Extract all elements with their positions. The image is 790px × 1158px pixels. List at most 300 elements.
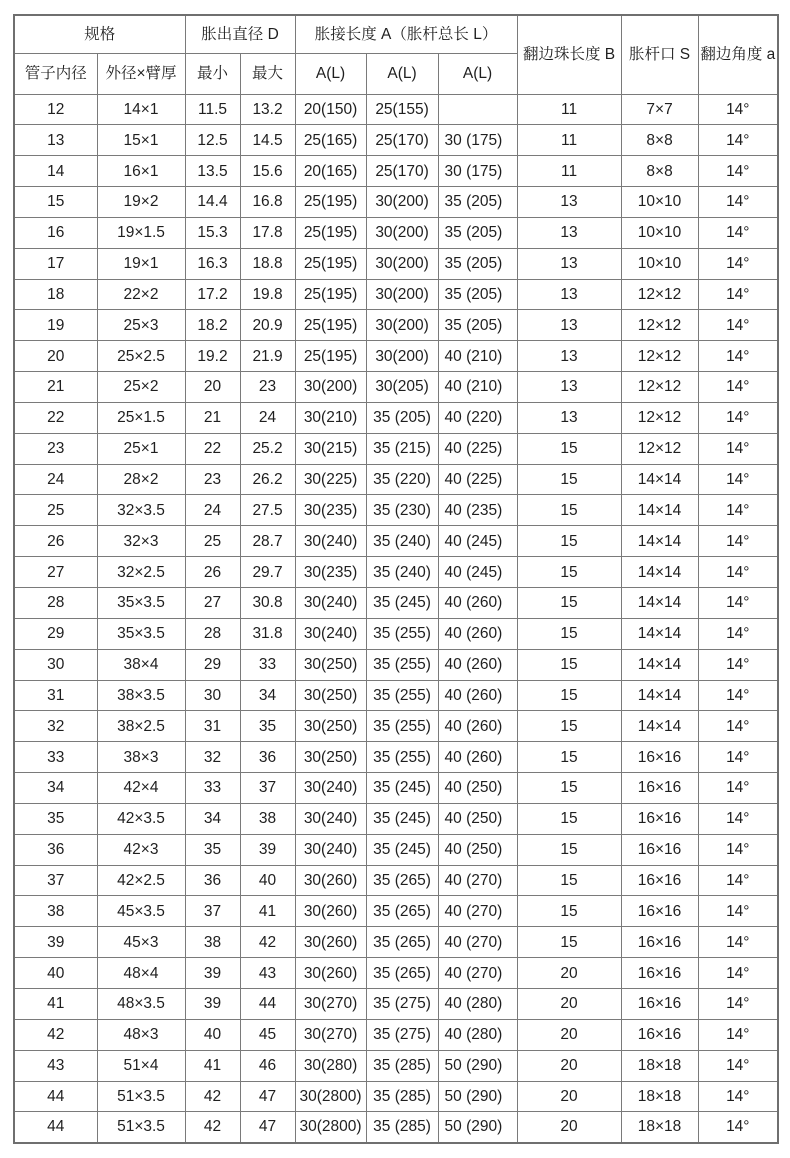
cell-a-l-2: 35 (285) bbox=[366, 1081, 438, 1112]
cell-flange-bead-length-b: 15 bbox=[517, 927, 621, 958]
cell-flange-angle-a: 14° bbox=[698, 217, 778, 248]
cell-flange-bead-length-b: 15 bbox=[517, 649, 621, 680]
cell-inner-diameter: 38 bbox=[14, 896, 97, 927]
cell-flange-bead-length-b: 15 bbox=[517, 495, 621, 526]
cell-min: 16.3 bbox=[185, 248, 240, 279]
cell-flange-bead-length-b: 15 bbox=[517, 865, 621, 896]
header-outer-x-wall: 外径×臂厚 bbox=[97, 53, 185, 94]
cell-max: 39 bbox=[240, 834, 295, 865]
cell-a-l-2: 30(205) bbox=[366, 372, 438, 403]
cell-a-l-2: 25(170) bbox=[366, 156, 438, 187]
cell-a-l-2: 35 (240) bbox=[366, 557, 438, 588]
cell-max: 25.2 bbox=[240, 433, 295, 464]
cell-a-l-1: 25(195) bbox=[295, 279, 366, 310]
cell-rod-mouth-s: 18×18 bbox=[621, 1050, 698, 1081]
header-flange-bead-length-b: 翻边珠长度 B bbox=[517, 15, 621, 94]
cell-outer-x-wall: 51×3.5 bbox=[97, 1081, 185, 1112]
cell-outer-x-wall: 35×3.5 bbox=[97, 588, 185, 619]
cell-a-l-3: 40 (250) bbox=[438, 834, 517, 865]
cell-a-l-3: 40 (260) bbox=[438, 618, 517, 649]
cell-a-l-3: 40 (260) bbox=[438, 742, 517, 773]
cell-max: 20.9 bbox=[240, 310, 295, 341]
cell-inner-diameter: 26 bbox=[14, 526, 97, 557]
cell-min: 37 bbox=[185, 896, 240, 927]
cell-a-l-1: 30(250) bbox=[295, 680, 366, 711]
cell-flange-bead-length-b: 15 bbox=[517, 557, 621, 588]
cell-rod-mouth-s: 16×16 bbox=[621, 958, 698, 989]
cell-rod-mouth-s: 8×8 bbox=[621, 156, 698, 187]
cell-max: 42 bbox=[240, 927, 295, 958]
header-max: 最大 bbox=[240, 53, 295, 94]
cell-max: 31.8 bbox=[240, 618, 295, 649]
cell-a-l-1: 30(235) bbox=[295, 495, 366, 526]
cell-flange-angle-a: 14° bbox=[698, 680, 778, 711]
cell-a-l-1: 30(240) bbox=[295, 618, 366, 649]
cell-a-l-2: 35 (245) bbox=[366, 773, 438, 804]
cell-a-l-3: 50 (290) bbox=[438, 1081, 517, 1112]
cell-flange-bead-length-b: 20 bbox=[517, 1112, 621, 1143]
cell-max: 18.8 bbox=[240, 248, 295, 279]
table-row bbox=[14, 310, 778, 341]
cell-a-l-2: 35 (230) bbox=[366, 495, 438, 526]
cell-min: 36 bbox=[185, 865, 240, 896]
cell-a-l-3: 30 (175) bbox=[438, 125, 517, 156]
cell-a-l-3: 40 (270) bbox=[438, 927, 517, 958]
cell-min: 23 bbox=[185, 464, 240, 495]
cell-inner-diameter: 28 bbox=[14, 588, 97, 619]
cell-max: 35 bbox=[240, 711, 295, 742]
cell-min: 28 bbox=[185, 618, 240, 649]
cell-min: 31 bbox=[185, 711, 240, 742]
cell-rod-mouth-s: 14×14 bbox=[621, 464, 698, 495]
cell-a-l-3: 50 (290) bbox=[438, 1112, 517, 1143]
cell-a-l-2: 35 (265) bbox=[366, 865, 438, 896]
cell-flange-angle-a: 14° bbox=[698, 711, 778, 742]
cell-flange-bead-length-b: 15 bbox=[517, 834, 621, 865]
cell-rod-mouth-s: 16×16 bbox=[621, 773, 698, 804]
cell-outer-x-wall: 38×4 bbox=[97, 649, 185, 680]
cell-rod-mouth-s: 14×14 bbox=[621, 588, 698, 619]
cell-inner-diameter: 43 bbox=[14, 1050, 97, 1081]
cell-flange-angle-a: 14° bbox=[698, 372, 778, 403]
table-row bbox=[14, 156, 778, 187]
cell-a-l-1: 30(200) bbox=[295, 372, 366, 403]
cell-a-l-1: 30(240) bbox=[295, 773, 366, 804]
cell-flange-angle-a: 14° bbox=[698, 649, 778, 680]
cell-min: 39 bbox=[185, 988, 240, 1019]
cell-rod-mouth-s: 12×12 bbox=[621, 310, 698, 341]
cell-flange-bead-length-b: 13 bbox=[517, 187, 621, 218]
cell-outer-x-wall: 45×3 bbox=[97, 927, 185, 958]
cell-outer-x-wall: 38×2.5 bbox=[97, 711, 185, 742]
cell-a-l-1: 30(250) bbox=[295, 649, 366, 680]
cell-a-l-1: 30(260) bbox=[295, 958, 366, 989]
cell-a-l-2: 25(155) bbox=[366, 94, 438, 125]
cell-inner-diameter: 37 bbox=[14, 865, 97, 896]
cell-min: 42 bbox=[185, 1081, 240, 1112]
cell-rod-mouth-s: 14×14 bbox=[621, 495, 698, 526]
cell-flange-angle-a: 14° bbox=[698, 464, 778, 495]
table-row bbox=[14, 1112, 778, 1143]
cell-a-l-3: 35 (205) bbox=[438, 279, 517, 310]
cell-a-l-3: 40 (280) bbox=[438, 988, 517, 1019]
cell-outer-x-wall: 32×3 bbox=[97, 526, 185, 557]
cell-inner-diameter: 39 bbox=[14, 927, 97, 958]
cell-inner-diameter: 20 bbox=[14, 341, 97, 372]
cell-rod-mouth-s: 10×10 bbox=[621, 248, 698, 279]
cell-flange-angle-a: 14° bbox=[698, 94, 778, 125]
cell-a-l-3: 40 (235) bbox=[438, 495, 517, 526]
table-row bbox=[14, 649, 778, 680]
cell-a-l-2: 35 (265) bbox=[366, 896, 438, 927]
cell-inner-diameter: 24 bbox=[14, 464, 97, 495]
cell-a-l-2: 30(200) bbox=[366, 310, 438, 341]
cell-flange-angle-a: 14° bbox=[698, 803, 778, 834]
cell-flange-bead-length-b: 15 bbox=[517, 433, 621, 464]
cell-a-l-2: 35 (220) bbox=[366, 464, 438, 495]
cell-outer-x-wall: 32×2.5 bbox=[97, 557, 185, 588]
cell-a-l-1: 25(195) bbox=[295, 248, 366, 279]
cell-outer-x-wall: 48×3.5 bbox=[97, 988, 185, 1019]
header-al2: A(L) bbox=[366, 53, 438, 94]
cell-flange-angle-a: 14° bbox=[698, 618, 778, 649]
cell-a-l-1: 30(240) bbox=[295, 526, 366, 557]
cell-a-l-2: 35 (205) bbox=[366, 402, 438, 433]
cell-inner-diameter: 14 bbox=[14, 156, 97, 187]
cell-max: 37 bbox=[240, 773, 295, 804]
cell-flange-bead-length-b: 15 bbox=[517, 526, 621, 557]
cell-rod-mouth-s: 12×12 bbox=[621, 372, 698, 403]
cell-inner-diameter: 44 bbox=[14, 1112, 97, 1143]
table-row bbox=[14, 217, 778, 248]
table-row bbox=[14, 248, 778, 279]
cell-rod-mouth-s: 16×16 bbox=[621, 865, 698, 896]
cell-a-l-3: 40 (250) bbox=[438, 773, 517, 804]
cell-a-l-2: 35 (245) bbox=[366, 834, 438, 865]
cell-max: 43 bbox=[240, 958, 295, 989]
header-expand-diameter-group: 胀出直径 D bbox=[185, 15, 295, 53]
cell-rod-mouth-s: 12×12 bbox=[621, 402, 698, 433]
cell-a-l-2: 35 (245) bbox=[366, 803, 438, 834]
cell-a-l-3: 40 (245) bbox=[438, 557, 517, 588]
header-spec-group: 规格 bbox=[14, 15, 185, 53]
table-row bbox=[14, 341, 778, 372]
cell-flange-angle-a: 14° bbox=[698, 156, 778, 187]
cell-a-l-1: 20(150) bbox=[295, 94, 366, 125]
cell-flange-angle-a: 14° bbox=[698, 248, 778, 279]
cell-a-l-3: 40 (280) bbox=[438, 1019, 517, 1050]
cell-flange-angle-a: 14° bbox=[698, 1050, 778, 1081]
cell-min: 32 bbox=[185, 742, 240, 773]
cell-inner-diameter: 30 bbox=[14, 649, 97, 680]
cell-max: 14.5 bbox=[240, 125, 295, 156]
table-row bbox=[14, 803, 778, 834]
cell-min: 40 bbox=[185, 1019, 240, 1050]
cell-min: 26 bbox=[185, 557, 240, 588]
cell-inner-diameter: 22 bbox=[14, 402, 97, 433]
cell-min: 38 bbox=[185, 927, 240, 958]
cell-max: 33 bbox=[240, 649, 295, 680]
cell-a-l-1: 30(215) bbox=[295, 433, 366, 464]
cell-flange-bead-length-b: 15 bbox=[517, 618, 621, 649]
cell-min: 21 bbox=[185, 402, 240, 433]
cell-max: 40 bbox=[240, 865, 295, 896]
cell-rod-mouth-s: 12×12 bbox=[621, 279, 698, 310]
cell-flange-bead-length-b: 15 bbox=[517, 742, 621, 773]
cell-a-l-3: 35 (205) bbox=[438, 310, 517, 341]
table-row bbox=[14, 526, 778, 557]
cell-inner-diameter: 27 bbox=[14, 557, 97, 588]
cell-max: 17.8 bbox=[240, 217, 295, 248]
cell-a-l-2: 35 (255) bbox=[366, 711, 438, 742]
cell-flange-angle-a: 14° bbox=[698, 896, 778, 927]
cell-a-l-1: 30(260) bbox=[295, 896, 366, 927]
cell-outer-x-wall: 42×3 bbox=[97, 834, 185, 865]
table-row bbox=[14, 773, 778, 804]
cell-flange-bead-length-b: 15 bbox=[517, 464, 621, 495]
cell-a-l-3: 40 (245) bbox=[438, 526, 517, 557]
cell-a-l-1: 30(260) bbox=[295, 865, 366, 896]
cell-flange-angle-a: 14° bbox=[698, 187, 778, 218]
cell-outer-x-wall: 25×3 bbox=[97, 310, 185, 341]
cell-max: 26.2 bbox=[240, 464, 295, 495]
cell-a-l-2: 35 (255) bbox=[366, 680, 438, 711]
header-expand-length-group: 胀接长度 A（胀杆总长 L） bbox=[295, 15, 517, 53]
cell-outer-x-wall: 25×2.5 bbox=[97, 341, 185, 372]
pipe-expansion-spec-table bbox=[13, 14, 779, 1144]
cell-a-l-3: 40 (210) bbox=[438, 341, 517, 372]
cell-a-l-3: 35 (205) bbox=[438, 217, 517, 248]
cell-max: 47 bbox=[240, 1081, 295, 1112]
cell-a-l-2: 35 (285) bbox=[366, 1112, 438, 1143]
cell-rod-mouth-s: 12×12 bbox=[621, 341, 698, 372]
cell-min: 29 bbox=[185, 649, 240, 680]
cell-flange-angle-a: 14° bbox=[698, 1081, 778, 1112]
cell-outer-x-wall: 25×1.5 bbox=[97, 402, 185, 433]
cell-a-l-1: 25(195) bbox=[295, 187, 366, 218]
cell-a-l-2: 35 (275) bbox=[366, 1019, 438, 1050]
cell-max: 36 bbox=[240, 742, 295, 773]
cell-inner-diameter: 36 bbox=[14, 834, 97, 865]
cell-inner-diameter: 15 bbox=[14, 187, 97, 218]
cell-flange-bead-length-b: 13 bbox=[517, 402, 621, 433]
table-row bbox=[14, 865, 778, 896]
cell-flange-angle-a: 14° bbox=[698, 125, 778, 156]
cell-flange-bead-length-b: 11 bbox=[517, 94, 621, 125]
cell-max: 41 bbox=[240, 896, 295, 927]
cell-outer-x-wall: 19×1 bbox=[97, 248, 185, 279]
cell-min: 30 bbox=[185, 680, 240, 711]
cell-max: 38 bbox=[240, 803, 295, 834]
cell-flange-angle-a: 14° bbox=[698, 773, 778, 804]
cell-a-l-2: 30(200) bbox=[366, 248, 438, 279]
cell-rod-mouth-s: 14×14 bbox=[621, 526, 698, 557]
cell-rod-mouth-s: 16×16 bbox=[621, 1019, 698, 1050]
cell-max: 24 bbox=[240, 402, 295, 433]
cell-outer-x-wall: 16×1 bbox=[97, 156, 185, 187]
cell-inner-diameter: 41 bbox=[14, 988, 97, 1019]
cell-rod-mouth-s: 16×16 bbox=[621, 803, 698, 834]
cell-flange-bead-length-b: 13 bbox=[517, 372, 621, 403]
table-row bbox=[14, 94, 778, 125]
cell-inner-diameter: 31 bbox=[14, 680, 97, 711]
table-header bbox=[14, 15, 778, 94]
cell-a-l-1: 30(270) bbox=[295, 1019, 366, 1050]
cell-outer-x-wall: 51×3.5 bbox=[97, 1112, 185, 1143]
cell-flange-bead-length-b: 20 bbox=[517, 1019, 621, 1050]
cell-a-l-1: 30(225) bbox=[295, 464, 366, 495]
cell-max: 45 bbox=[240, 1019, 295, 1050]
cell-a-l-1: 25(165) bbox=[295, 125, 366, 156]
table-row bbox=[14, 927, 778, 958]
header-al3: A(L) bbox=[438, 53, 517, 94]
cell-flange-angle-a: 14° bbox=[698, 834, 778, 865]
cell-outer-x-wall: 38×3.5 bbox=[97, 680, 185, 711]
cell-min: 24 bbox=[185, 495, 240, 526]
cell-a-l-3: 35 (205) bbox=[438, 248, 517, 279]
cell-inner-diameter: 34 bbox=[14, 773, 97, 804]
cell-a-l-1: 30(240) bbox=[295, 803, 366, 834]
table-row bbox=[14, 279, 778, 310]
cell-a-l-1: 30(210) bbox=[295, 402, 366, 433]
cell-inner-diameter: 23 bbox=[14, 433, 97, 464]
header-inner-diameter: 管子内径 bbox=[14, 53, 97, 94]
cell-min: 35 bbox=[185, 834, 240, 865]
cell-min: 41 bbox=[185, 1050, 240, 1081]
cell-a-l-3: 40 (260) bbox=[438, 711, 517, 742]
cell-a-l-1: 20(165) bbox=[295, 156, 366, 187]
cell-flange-angle-a: 14° bbox=[698, 557, 778, 588]
cell-flange-angle-a: 14° bbox=[698, 341, 778, 372]
cell-flange-angle-a: 14° bbox=[698, 433, 778, 464]
cell-max: 15.6 bbox=[240, 156, 295, 187]
cell-rod-mouth-s: 14×14 bbox=[621, 649, 698, 680]
cell-outer-x-wall: 32×3.5 bbox=[97, 495, 185, 526]
cell-min: 19.2 bbox=[185, 341, 240, 372]
cell-flange-angle-a: 14° bbox=[698, 988, 778, 1019]
cell-max: 21.9 bbox=[240, 341, 295, 372]
header-al1: A(L) bbox=[295, 53, 366, 94]
cell-a-l-1: 30(250) bbox=[295, 742, 366, 773]
cell-a-l-2: 30(200) bbox=[366, 279, 438, 310]
cell-min: 33 bbox=[185, 773, 240, 804]
cell-a-l-3: 30 (175) bbox=[438, 156, 517, 187]
cell-max: 27.5 bbox=[240, 495, 295, 526]
table-row bbox=[14, 834, 778, 865]
cell-inner-diameter: 12 bbox=[14, 94, 97, 125]
cell-a-l-3: 40 (260) bbox=[438, 680, 517, 711]
cell-flange-bead-length-b: 15 bbox=[517, 680, 621, 711]
cell-a-l-2: 30(200) bbox=[366, 187, 438, 218]
table-row bbox=[14, 680, 778, 711]
cell-min: 42 bbox=[185, 1112, 240, 1143]
header-row-groups bbox=[14, 15, 778, 53]
cell-outer-x-wall: 25×2 bbox=[97, 372, 185, 403]
cell-inner-diameter: 16 bbox=[14, 217, 97, 248]
cell-rod-mouth-s: 12×12 bbox=[621, 433, 698, 464]
cell-inner-diameter: 18 bbox=[14, 279, 97, 310]
cell-a-l-2: 25(170) bbox=[366, 125, 438, 156]
cell-outer-x-wall: 19×2 bbox=[97, 187, 185, 218]
cell-outer-x-wall: 28×2 bbox=[97, 464, 185, 495]
cell-max: 29.7 bbox=[240, 557, 295, 588]
cell-outer-x-wall: 45×3.5 bbox=[97, 896, 185, 927]
table-row bbox=[14, 402, 778, 433]
cell-inner-diameter: 40 bbox=[14, 958, 97, 989]
cell-min: 12.5 bbox=[185, 125, 240, 156]
cell-a-l-2: 30(200) bbox=[366, 341, 438, 372]
cell-rod-mouth-s: 16×16 bbox=[621, 927, 698, 958]
cell-min: 39 bbox=[185, 958, 240, 989]
cell-outer-x-wall: 48×3 bbox=[97, 1019, 185, 1050]
cell-flange-bead-length-b: 13 bbox=[517, 310, 621, 341]
cell-a-l-1: 25(195) bbox=[295, 341, 366, 372]
cell-flange-angle-a: 14° bbox=[698, 588, 778, 619]
cell-flange-bead-length-b: 15 bbox=[517, 711, 621, 742]
table-row bbox=[14, 742, 778, 773]
cell-flange-bead-length-b: 20 bbox=[517, 1050, 621, 1081]
cell-a-l-3: 50 (290) bbox=[438, 1050, 517, 1081]
cell-a-l-2: 35 (240) bbox=[366, 526, 438, 557]
cell-a-l-3: 40 (210) bbox=[438, 372, 517, 403]
cell-rod-mouth-s: 10×10 bbox=[621, 217, 698, 248]
cell-rod-mouth-s: 16×16 bbox=[621, 988, 698, 1019]
cell-rod-mouth-s: 16×16 bbox=[621, 896, 698, 927]
cell-a-l-1: 30(250) bbox=[295, 711, 366, 742]
cell-min: 34 bbox=[185, 803, 240, 834]
cell-outer-x-wall: 42×4 bbox=[97, 773, 185, 804]
table-row bbox=[14, 896, 778, 927]
table-row bbox=[14, 588, 778, 619]
cell-rod-mouth-s: 10×10 bbox=[621, 187, 698, 218]
cell-inner-diameter: 33 bbox=[14, 742, 97, 773]
cell-inner-diameter: 13 bbox=[14, 125, 97, 156]
table-row bbox=[14, 958, 778, 989]
cell-flange-angle-a: 14° bbox=[698, 279, 778, 310]
cell-a-l-2: 35 (275) bbox=[366, 988, 438, 1019]
cell-min: 25 bbox=[185, 526, 240, 557]
cell-a-l-3: 40 (260) bbox=[438, 649, 517, 680]
cell-a-l-1: 30(235) bbox=[295, 557, 366, 588]
cell-flange-bead-length-b: 15 bbox=[517, 773, 621, 804]
cell-a-l-1: 25(195) bbox=[295, 217, 366, 248]
cell-a-l-2: 35 (255) bbox=[366, 742, 438, 773]
cell-outer-x-wall: 42×3.5 bbox=[97, 803, 185, 834]
cell-a-l-1: 30(280) bbox=[295, 1050, 366, 1081]
cell-a-l-1: 30(2800) bbox=[295, 1081, 366, 1112]
cell-outer-x-wall: 48×4 bbox=[97, 958, 185, 989]
cell-min: 20 bbox=[185, 372, 240, 403]
cell-flange-bead-length-b: 13 bbox=[517, 341, 621, 372]
cell-max: 16.8 bbox=[240, 187, 295, 218]
cell-a-l-1: 30(2800) bbox=[295, 1112, 366, 1143]
cell-rod-mouth-s: 18×18 bbox=[621, 1081, 698, 1112]
table-row bbox=[14, 464, 778, 495]
table-row bbox=[14, 372, 778, 403]
cell-flange-angle-a: 14° bbox=[698, 310, 778, 341]
cell-min: 27 bbox=[185, 588, 240, 619]
cell-inner-diameter: 19 bbox=[14, 310, 97, 341]
cell-max: 19.8 bbox=[240, 279, 295, 310]
cell-flange-angle-a: 14° bbox=[698, 865, 778, 896]
cell-flange-bead-length-b: 15 bbox=[517, 896, 621, 927]
cell-min: 11.5 bbox=[185, 94, 240, 125]
cell-a-l-1: 30(260) bbox=[295, 927, 366, 958]
table-row bbox=[14, 495, 778, 526]
cell-flange-bead-length-b: 15 bbox=[517, 803, 621, 834]
cell-a-l-1: 30(270) bbox=[295, 988, 366, 1019]
cell-flange-bead-length-b: 20 bbox=[517, 988, 621, 1019]
